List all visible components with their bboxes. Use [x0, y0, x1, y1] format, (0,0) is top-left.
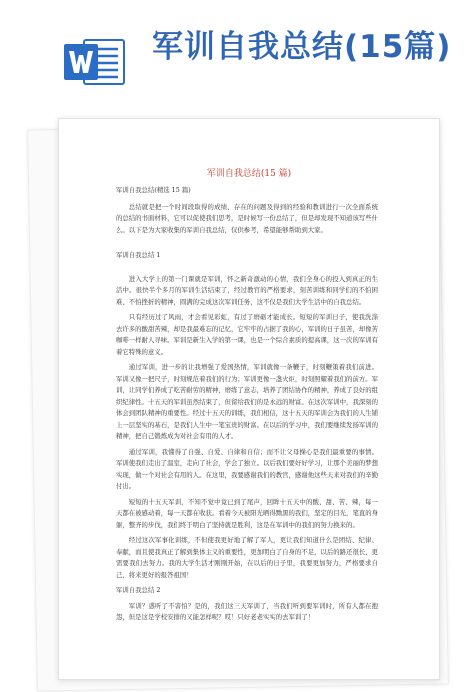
body-paragraph: 经过这次军事化训练，不但使我更好地了解了军人，更让我们知道什么是团结、纪律、奉献，而且使我真正了解到集体主义的重要性，更加明白了自身的不足，以后的路还很长，更需要我们去努力。我的大学生活才刚刚开始，在以后的日子里，我要更加努力，严格要求自己，将来更好的报答祖国！	[116, 536, 379, 579]
body-paragraph: 通过军训，进一步的让我增强了爱国热情，军训就像一条鞭子，时刻鞭策着我们前进。军训又像一把尺子，时刻规范着我们的行为；军训更像一盏火炬，时刻照耀着我们的前方。军训，让同学们养成了吃苦耐劳的精神，磨练了意志，培养了团结协作的精神，养成了良好的组织纪律性。十五天的军训虽然结束了，但留给我们的是永远的财富。在这次军训中，我深刻的体会到团队精神的重要性。经过十五天的训练，我们相信，这十五天的军训会为我们的人生铺上一层坚实的基石，是我们人生中一笔宝贵的财富。在以后的学习中，我们要继续发扬军训的精神，把自己锻炼成为对社会有用的人才。	[116, 363, 379, 440]
word-icon	[64, 33, 126, 91]
section-heading: 军训自我总结 2	[116, 586, 161, 594]
intro-paragraph: 总结就是把一个时间段取得的成绩、存在的问题及得到的经验和教训进行一次全面系统的总结的书面材料，它可以促使我们思考，是时候写一份总结了，但是却发现不知道该写些什么。以下是为大家收集的军训自我总结，仅供参考，希望能够帮助到大家。	[116, 202, 379, 234]
document-subtitle: 军训自我总结(精选 15 篇)	[116, 186, 191, 194]
body-paragraph: 短短的十五天军训，不知不觉中竟已到了尾声，回眸十五天中的酸、甜、苦、辣，每一天都在被感动着，每一天都在收获。看着今天被阳光晒得黝黑的我们，坚定的目光，笔直的身躯，整齐的步伐，我们终于明白了坚持就是胜利，这是在军训中的我们的努力换来的。	[116, 497, 379, 529]
document-title: 军训自我总结(15 篇)	[206, 169, 292, 179]
body-paragraph: 通过军训，我懂得了自强、自爱、自律和自信；而不让父母操心是我们最重要的事情。军训使我们走出了温室，走向了社会，学会了独立。以后我们要好好学习，让那个美丽的梦想实现，做一个对社会有用的人。在这里，我要感谢我们的教官，感谢他这些天来对我们的辛勤付出。	[116, 447, 379, 490]
document-page	[58, 118, 440, 680]
document-body	[116, 185, 378, 624]
section-heading: 军训自我总结 1	[116, 251, 161, 259]
header	[0, 0, 474, 112]
body-paragraph: 只有经历过了风雨，才会看见彩虹，有过了磨砺才能成长。短短的军训日子，使我洗涤去许多的酸甜苦辣，却是我最难忘的记忆，它牢牢的占据了我的心，军训的日子虽苦，却像苦咖啡一样耐人寻味。军训是新生入学的第一课，也是一个综合素质的提高课，这一次的军训有着它特殊的意义。	[116, 313, 379, 356]
body-paragraph: 军训？惑听了不害怕？是的，我们这三天军训了，当我们听到要军训时，所有人都在抱怨，但是这是学校安排的又能怎样呢？哎！只好老老实实的去军训了！	[116, 601, 378, 621]
body-paragraph: 进入大学上的第一门课就是军训，怀之新奇激动的心情，我们全身心的投入到真正的生活中。很快半个多月的军训生活结束了，经过教官的严格要求，刻苦训练和同学们的不怕困难、不怕挫折的精神，圆满的完成这次军训任务，这不仅是我们大学生活中的自我总结。	[116, 274, 378, 306]
page-title: 军训自我总结(15篇)	[152, 29, 452, 65]
